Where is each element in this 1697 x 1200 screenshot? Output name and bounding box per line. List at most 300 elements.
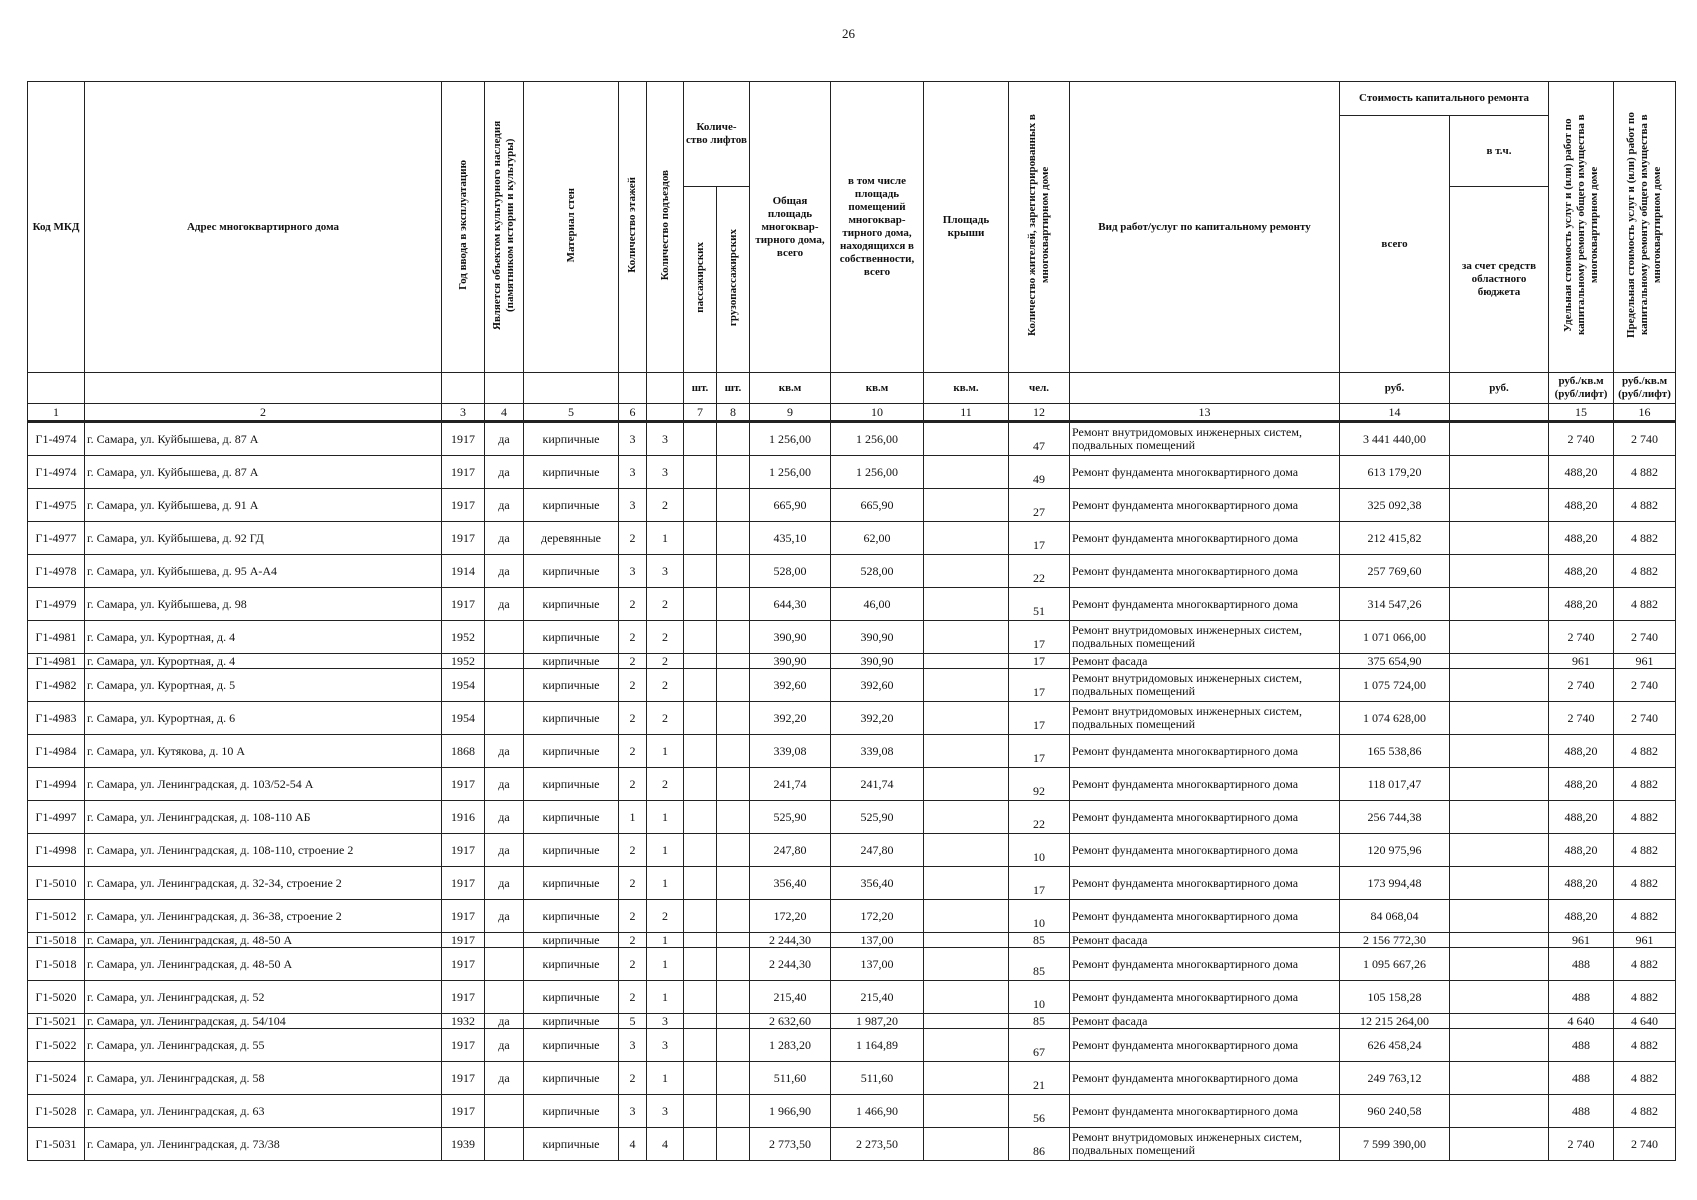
cell-lifts-passenger xyxy=(684,588,717,621)
cell-lifts-freight xyxy=(717,522,750,555)
cell-year: 1916 xyxy=(442,801,485,834)
cell-heritage: да xyxy=(485,588,524,621)
cell-work-type: Ремонт фундамента многоквартирного дома xyxy=(1070,948,1340,981)
cell-lifts-passenger xyxy=(684,522,717,555)
cell-entrances: 1 xyxy=(647,1062,684,1095)
cell-code: Г1-4994 xyxy=(28,768,85,801)
cell-code: Г1-4977 xyxy=(28,522,85,555)
cell-lifts-freight xyxy=(717,621,750,654)
unit-area-owned: кв.м xyxy=(831,373,924,404)
cell-material: кирпичные xyxy=(524,1095,619,1128)
cell-floors: 2 xyxy=(619,948,647,981)
cell-area-total: 511,60 xyxy=(750,1062,831,1095)
cell-lifts-passenger xyxy=(684,456,717,489)
cell-area-owned: 356,40 xyxy=(831,867,924,900)
cell-limit-cost: 4 882 xyxy=(1614,768,1676,801)
cell-code: Г1-4984 xyxy=(28,735,85,768)
cell-area-owned: 1 987,20 xyxy=(831,1014,924,1029)
unit-cost-regional: руб. xyxy=(1450,373,1549,404)
cell-unit-cost: 488,20 xyxy=(1549,768,1614,801)
cell-material: кирпичные xyxy=(524,1062,619,1095)
unit-lifts-passenger: шт. xyxy=(684,373,717,404)
cell-unit-cost: 488,20 xyxy=(1549,489,1614,522)
cell-area-total: 390,90 xyxy=(750,621,831,654)
header-lifts-passenger: пассажирских xyxy=(684,187,717,373)
cell-entrances: 2 xyxy=(647,654,684,669)
cell-year: 1954 xyxy=(442,669,485,702)
cell-lifts-passenger xyxy=(684,621,717,654)
cell-floors: 3 xyxy=(619,1029,647,1062)
cell-material: кирпичные xyxy=(524,933,619,948)
cell-work-type: Ремонт фундамента многоквартирного дома xyxy=(1070,489,1340,522)
cell-roof-area xyxy=(924,900,1009,933)
cell-entrances: 2 xyxy=(647,588,684,621)
cell-residents: 17 xyxy=(1009,735,1070,768)
cell-work-type: Ремонт фасада xyxy=(1070,933,1340,948)
cell-material: кирпичные xyxy=(524,834,619,867)
cell-cost-total: 249 763,12 xyxy=(1340,1062,1450,1095)
cell-lifts-passenger xyxy=(684,867,717,900)
cell-cost-regional xyxy=(1450,867,1549,900)
table-row xyxy=(28,702,1676,735)
cell-code: Г1-5020 xyxy=(28,981,85,1014)
cell-material: деревянные xyxy=(524,522,619,555)
cell-lifts-passenger xyxy=(684,900,717,933)
cell-entrances: 2 xyxy=(647,621,684,654)
cell-area-owned: 528,00 xyxy=(831,555,924,588)
cell-address: г. Самара, ул. Ленинградская, д. 32-34, строение 2 xyxy=(85,867,442,900)
column-number: 12 xyxy=(1009,404,1070,422)
cell-entrances: 2 xyxy=(647,702,684,735)
cell-lifts-passenger xyxy=(684,768,717,801)
cell-lifts-passenger xyxy=(684,555,717,588)
header-code: Код МКД xyxy=(28,82,85,373)
cell-address: г. Самара, ул. Ленинградская, д. 54/104 xyxy=(85,1014,442,1029)
cell-work-type: Ремонт фундамента многоквартирного дома xyxy=(1070,522,1340,555)
cell-roof-area xyxy=(924,933,1009,948)
cell-code: Г1-5018 xyxy=(28,933,85,948)
cell-cost-regional xyxy=(1450,654,1549,669)
cell-address: г. Самара, ул. Куйбышева, д. 98 xyxy=(85,588,442,621)
cell-floors: 2 xyxy=(619,702,647,735)
cell-entrances: 1 xyxy=(647,948,684,981)
cell-lifts-freight xyxy=(717,1029,750,1062)
cell-roof-area xyxy=(924,456,1009,489)
cell-cost-total: 256 744,38 xyxy=(1340,801,1450,834)
cell-lifts-freight xyxy=(717,801,750,834)
header-work-type: Вид работ/услуг по капитальному ремонту xyxy=(1070,82,1340,373)
cell-floors: 2 xyxy=(619,621,647,654)
cell-unit-cost: 488,20 xyxy=(1549,834,1614,867)
unit-cost-total: руб. xyxy=(1340,373,1450,404)
cell-cost-total: 1 071 066,00 xyxy=(1340,621,1450,654)
cell-year: 1917 xyxy=(442,422,485,456)
cell-residents: 49 xyxy=(1009,456,1070,489)
column-number: 14 xyxy=(1340,404,1450,422)
cell-limit-cost: 4 882 xyxy=(1614,489,1676,522)
cell-area-owned: 339,08 xyxy=(831,735,924,768)
cell-code: Г1-5024 xyxy=(28,1062,85,1095)
cell-work-type: Ремонт фундамента многоквартирного дома xyxy=(1070,588,1340,621)
cell-heritage: да xyxy=(485,834,524,867)
cell-heritage: да xyxy=(485,522,524,555)
cell-residents: 22 xyxy=(1009,555,1070,588)
column-number: 4 xyxy=(485,404,524,422)
cell-material: кирпичные xyxy=(524,588,619,621)
cell-area-total: 172,20 xyxy=(750,900,831,933)
cell-entrances: 2 xyxy=(647,900,684,933)
cell-residents: 27 xyxy=(1009,489,1070,522)
cell-unit-cost: 488,20 xyxy=(1549,588,1614,621)
cell-area-owned: 390,90 xyxy=(831,654,924,669)
cell-floors: 2 xyxy=(619,669,647,702)
unit-roof-area: кв.м. xyxy=(924,373,1009,404)
cell-unit-cost: 488 xyxy=(1549,1029,1614,1062)
cell-address: г. Самара, ул. Ленинградская, д. 103/52-54 А xyxy=(85,768,442,801)
cell-entrances: 1 xyxy=(647,801,684,834)
cell-material: кирпичные xyxy=(524,768,619,801)
cell-floors: 3 xyxy=(619,1095,647,1128)
cell-material: кирпичные xyxy=(524,1014,619,1029)
cell-unit-cost: 488,20 xyxy=(1549,735,1614,768)
cell-residents: 85 xyxy=(1009,1014,1070,1029)
cell-entrances: 3 xyxy=(647,1095,684,1128)
cell-address: г. Самара, ул. Ленинградская, д. 48-50 А xyxy=(85,948,442,981)
cell-area-owned: 137,00 xyxy=(831,933,924,948)
cell-limit-cost: 4 882 xyxy=(1614,867,1676,900)
cell-material: кирпичные xyxy=(524,1029,619,1062)
header-address: Адрес многоквартирного дома xyxy=(85,82,442,373)
cell-area-total: 665,90 xyxy=(750,489,831,522)
cell-year: 1917 xyxy=(442,489,485,522)
cell-address: г. Самара, ул. Курортная, д. 4 xyxy=(85,621,442,654)
cell-floors: 3 xyxy=(619,456,647,489)
cell-residents: 17 xyxy=(1009,669,1070,702)
column-number: 2 xyxy=(85,404,442,422)
cell-work-type: Ремонт фундамента многоквартирного дома xyxy=(1070,981,1340,1014)
cell-cost-regional xyxy=(1450,1029,1549,1062)
cell-heritage xyxy=(485,933,524,948)
cell-roof-area xyxy=(924,654,1009,669)
cell-cost-total: 1 075 724,00 xyxy=(1340,669,1450,702)
cell-year: 1917 xyxy=(442,1062,485,1095)
cell-year: 1917 xyxy=(442,588,485,621)
cell-lifts-passenger xyxy=(684,1029,717,1062)
cell-material: кирпичные xyxy=(524,422,619,456)
cell-year: 1917 xyxy=(442,456,485,489)
cell-entrances: 1 xyxy=(647,867,684,900)
cell-roof-area xyxy=(924,555,1009,588)
header-limit-cost: Предельная стоимость услуг и (или) работ по капитальному ремонту общего имущества в многоквартирном доме xyxy=(1614,82,1676,373)
table-body xyxy=(28,422,1676,1161)
cell-address: г. Самара, ул. Куйбышева, д. 87 А xyxy=(85,422,442,456)
cell-material: кирпичные xyxy=(524,948,619,981)
capital-repair-table xyxy=(27,81,1676,1161)
cell-cost-regional xyxy=(1450,948,1549,981)
cell-limit-cost: 4 882 xyxy=(1614,900,1676,933)
cell-floors: 2 xyxy=(619,654,647,669)
cell-entrances: 3 xyxy=(647,1029,684,1062)
cell-year: 1868 xyxy=(442,735,485,768)
cell-year: 1917 xyxy=(442,1095,485,1128)
cell-unit-cost: 488,20 xyxy=(1549,456,1614,489)
cell-lifts-passenger xyxy=(684,422,717,456)
cell-roof-area xyxy=(924,588,1009,621)
cell-cost-total: 212 415,82 xyxy=(1340,522,1450,555)
table-row xyxy=(28,1014,1676,1029)
cell-cost-regional xyxy=(1450,801,1549,834)
cell-material: кирпичные xyxy=(524,621,619,654)
cell-area-owned: 241,74 xyxy=(831,768,924,801)
cell-heritage xyxy=(485,669,524,702)
column-numbers-row xyxy=(28,404,1676,422)
cell-area-owned: 1 256,00 xyxy=(831,422,924,456)
cell-limit-cost: 4 640 xyxy=(1614,1014,1676,1029)
cell-lifts-passenger xyxy=(684,801,717,834)
cell-residents: 67 xyxy=(1009,1029,1070,1062)
cell-entrances: 1 xyxy=(647,834,684,867)
cell-entrances: 2 xyxy=(647,768,684,801)
cell-cost-regional xyxy=(1450,702,1549,735)
cell-limit-cost: 4 882 xyxy=(1614,1095,1676,1128)
cell-cost-total: 2 156 772,30 xyxy=(1340,933,1450,948)
header-year: Год ввода в эксплуатацию xyxy=(442,82,485,373)
table-row xyxy=(28,654,1676,669)
cell-area-total: 390,90 xyxy=(750,654,831,669)
header-roof-area: Площадь крыши xyxy=(924,82,1009,373)
cell-lifts-freight xyxy=(717,834,750,867)
cell-cost-regional xyxy=(1450,1095,1549,1128)
cell-entrances: 2 xyxy=(647,669,684,702)
cell-limit-cost: 4 882 xyxy=(1614,735,1676,768)
cell-lifts-passenger xyxy=(684,1128,717,1161)
cell-floors: 2 xyxy=(619,900,647,933)
cell-lifts-freight xyxy=(717,948,750,981)
cell-cost-total: 165 538,86 xyxy=(1340,735,1450,768)
cell-code: Г1-4998 xyxy=(28,834,85,867)
table-row xyxy=(28,522,1676,555)
cell-residents: 86 xyxy=(1009,1128,1070,1161)
cell-address: г. Самара, ул. Куйбышева, д. 91 А xyxy=(85,489,442,522)
cell-residents: 56 xyxy=(1009,1095,1070,1128)
cell-lifts-freight xyxy=(717,1095,750,1128)
cell-heritage: да xyxy=(485,1062,524,1095)
cell-address: г. Самара, ул. Ленинградская, д. 58 xyxy=(85,1062,442,1095)
cell-year: 1917 xyxy=(442,900,485,933)
cell-address: г. Самара, ул. Курортная, д. 5 xyxy=(85,669,442,702)
table-row xyxy=(28,588,1676,621)
cell-address: г. Самара, ул. Куйбышева, д. 87 А xyxy=(85,456,442,489)
cell-roof-area xyxy=(924,948,1009,981)
cell-residents: 85 xyxy=(1009,948,1070,981)
cell-unit-cost: 2 740 xyxy=(1549,669,1614,702)
cell-code: Г1-5021 xyxy=(28,1014,85,1029)
header-cost-regional: за счет средств областного бюджета xyxy=(1450,187,1549,373)
header-unit-cost: Удельная стоимость услуг и (или) работ по капитальному ремонту общего имущества в многоквартирном доме xyxy=(1549,82,1614,373)
cell-limit-cost: 4 882 xyxy=(1614,981,1676,1014)
cell-cost-regional xyxy=(1450,588,1549,621)
column-number: 13 xyxy=(1070,404,1340,422)
cell-area-total: 241,74 xyxy=(750,768,831,801)
cell-work-type: Ремонт фундамента многоквартирного дома xyxy=(1070,1029,1340,1062)
table-row xyxy=(28,933,1676,948)
cell-cost-regional xyxy=(1450,621,1549,654)
cell-cost-regional xyxy=(1450,1062,1549,1095)
cell-work-type: Ремонт внутридомовых инженерных систем, подвальных помещений xyxy=(1070,422,1340,456)
cell-address: г. Самара, ул. Ленинградская, д. 63 xyxy=(85,1095,442,1128)
cell-cost-regional xyxy=(1450,669,1549,702)
column-number: 16 xyxy=(1614,404,1676,422)
cell-cost-total: 84 068,04 xyxy=(1340,900,1450,933)
cell-code: Г1-4975 xyxy=(28,489,85,522)
cell-lifts-freight xyxy=(717,669,750,702)
cell-material: кирпичные xyxy=(524,456,619,489)
cell-lifts-freight xyxy=(717,1128,750,1161)
cell-cost-regional xyxy=(1450,456,1549,489)
cell-limit-cost: 4 882 xyxy=(1614,801,1676,834)
cell-roof-area xyxy=(924,834,1009,867)
cell-residents: 22 xyxy=(1009,801,1070,834)
cell-lifts-freight xyxy=(717,1062,750,1095)
cell-residents: 17 xyxy=(1009,702,1070,735)
cell-area-total: 392,60 xyxy=(750,669,831,702)
cell-code: Г1-4981 xyxy=(28,654,85,669)
cell-entrances: 4 xyxy=(647,1128,684,1161)
header-area-total: Общая площадь многоквар- тирного дома, всего xyxy=(750,82,831,373)
cell-roof-area xyxy=(924,1062,1009,1095)
cell-material: кирпичные xyxy=(524,669,619,702)
cell-material: кирпичные xyxy=(524,702,619,735)
cell-cost-regional xyxy=(1450,834,1549,867)
cell-year: 1917 xyxy=(442,933,485,948)
cell-roof-area xyxy=(924,489,1009,522)
cell-lifts-freight xyxy=(717,702,750,735)
cell-address: г. Самара, ул. Курортная, д. 4 xyxy=(85,654,442,669)
cell-roof-area xyxy=(924,522,1009,555)
cell-roof-area xyxy=(924,621,1009,654)
column-number: 10 xyxy=(831,404,924,422)
column-number: 6 xyxy=(619,404,647,422)
cell-residents: 10 xyxy=(1009,900,1070,933)
cell-area-total: 392,20 xyxy=(750,702,831,735)
column-number: 5 xyxy=(524,404,619,422)
cell-address: г. Самара, ул. Куйбышева, д. 92 ГД xyxy=(85,522,442,555)
cell-area-total: 2 244,30 xyxy=(750,933,831,948)
cell-address: г. Самара, ул. Ленинградская, д. 108-110 АБ xyxy=(85,801,442,834)
cell-roof-area xyxy=(924,1029,1009,1062)
cell-year: 1917 xyxy=(442,1029,485,1062)
cell-roof-area xyxy=(924,422,1009,456)
cell-limit-cost: 4 882 xyxy=(1614,1029,1676,1062)
cell-cost-regional xyxy=(1450,1128,1549,1161)
cell-residents: 10 xyxy=(1009,981,1070,1014)
cell-unit-cost: 488 xyxy=(1549,1062,1614,1095)
cell-address: г. Самара, ул. Курортная, д. 6 xyxy=(85,702,442,735)
cell-limit-cost: 2 740 xyxy=(1614,422,1676,456)
cell-material: кирпичные xyxy=(524,555,619,588)
table-row xyxy=(28,948,1676,981)
cell-year: 1954 xyxy=(442,702,485,735)
cell-lifts-passenger xyxy=(684,948,717,981)
cell-area-owned: 46,00 xyxy=(831,588,924,621)
cell-roof-area xyxy=(924,669,1009,702)
cell-area-total: 525,90 xyxy=(750,801,831,834)
cell-floors: 2 xyxy=(619,834,647,867)
cell-entrances: 2 xyxy=(647,489,684,522)
cell-cost-regional xyxy=(1450,735,1549,768)
cell-lifts-passenger xyxy=(684,933,717,948)
cell-lifts-freight xyxy=(717,933,750,948)
cell-year: 1917 xyxy=(442,981,485,1014)
cell-unit-cost: 2 740 xyxy=(1549,1128,1614,1161)
unit-area-total: кв.м xyxy=(750,373,831,404)
cell-area-owned: 1 256,00 xyxy=(831,456,924,489)
cell-heritage: да xyxy=(485,768,524,801)
cell-lifts-freight xyxy=(717,456,750,489)
cell-lifts-freight xyxy=(717,654,750,669)
cell-limit-cost: 2 740 xyxy=(1614,1128,1676,1161)
cell-area-owned: 172,20 xyxy=(831,900,924,933)
cell-cost-regional xyxy=(1450,900,1549,933)
cell-unit-cost: 961 xyxy=(1549,654,1614,669)
column-number: 8 xyxy=(717,404,750,422)
cell-address: г. Самара, ул. Ленинградская, д. 36-38, строение 2 xyxy=(85,900,442,933)
cell-heritage xyxy=(485,948,524,981)
units-row xyxy=(28,373,1676,404)
column-number: 1 xyxy=(28,404,85,422)
cell-floors: 3 xyxy=(619,555,647,588)
cell-area-owned: 665,90 xyxy=(831,489,924,522)
header-floors: Количество этажей xyxy=(619,82,647,373)
cell-entrances: 3 xyxy=(647,456,684,489)
cell-area-owned: 525,90 xyxy=(831,801,924,834)
header-lifts-freight: грузопассажирских xyxy=(717,187,750,373)
cell-heritage xyxy=(485,1095,524,1128)
cell-area-total: 1 256,00 xyxy=(750,422,831,456)
cell-lifts-freight xyxy=(717,735,750,768)
cell-limit-cost: 2 740 xyxy=(1614,702,1676,735)
cell-area-total: 1 256,00 xyxy=(750,456,831,489)
cell-entrances: 1 xyxy=(647,933,684,948)
page-number: 26 xyxy=(842,26,855,41)
cell-cost-total: 3 441 440,00 xyxy=(1340,422,1450,456)
cell-cost-regional xyxy=(1450,1014,1549,1029)
cell-floors: 2 xyxy=(619,867,647,900)
cell-lifts-passenger xyxy=(684,735,717,768)
cell-unit-cost: 488,20 xyxy=(1549,867,1614,900)
cell-area-owned: 1 466,90 xyxy=(831,1095,924,1128)
cell-material: кирпичные xyxy=(524,489,619,522)
cell-area-owned: 2 273,50 xyxy=(831,1128,924,1161)
cell-limit-cost: 961 xyxy=(1614,654,1676,669)
cell-work-type: Ремонт фундамента многоквартирного дома xyxy=(1070,867,1340,900)
cell-cost-total: 105 158,28 xyxy=(1340,981,1450,1014)
cell-entrances: 1 xyxy=(647,522,684,555)
table-row xyxy=(28,735,1676,768)
cell-work-type: Ремонт фундамента многоквартирного дома xyxy=(1070,900,1340,933)
cell-entrances: 3 xyxy=(647,555,684,588)
cell-lifts-freight xyxy=(717,900,750,933)
cell-lifts-freight xyxy=(717,867,750,900)
cell-area-total: 1 966,90 xyxy=(750,1095,831,1128)
cell-cost-total: 314 547,26 xyxy=(1340,588,1450,621)
unit-unit-cost: руб./кв.м (руб/лифт) xyxy=(1549,373,1614,404)
column-number: 7 xyxy=(684,404,717,422)
cell-cost-regional xyxy=(1450,522,1549,555)
cell-code: Г1-5012 xyxy=(28,900,85,933)
cell-floors: 3 xyxy=(619,489,647,522)
table-row xyxy=(28,621,1676,654)
